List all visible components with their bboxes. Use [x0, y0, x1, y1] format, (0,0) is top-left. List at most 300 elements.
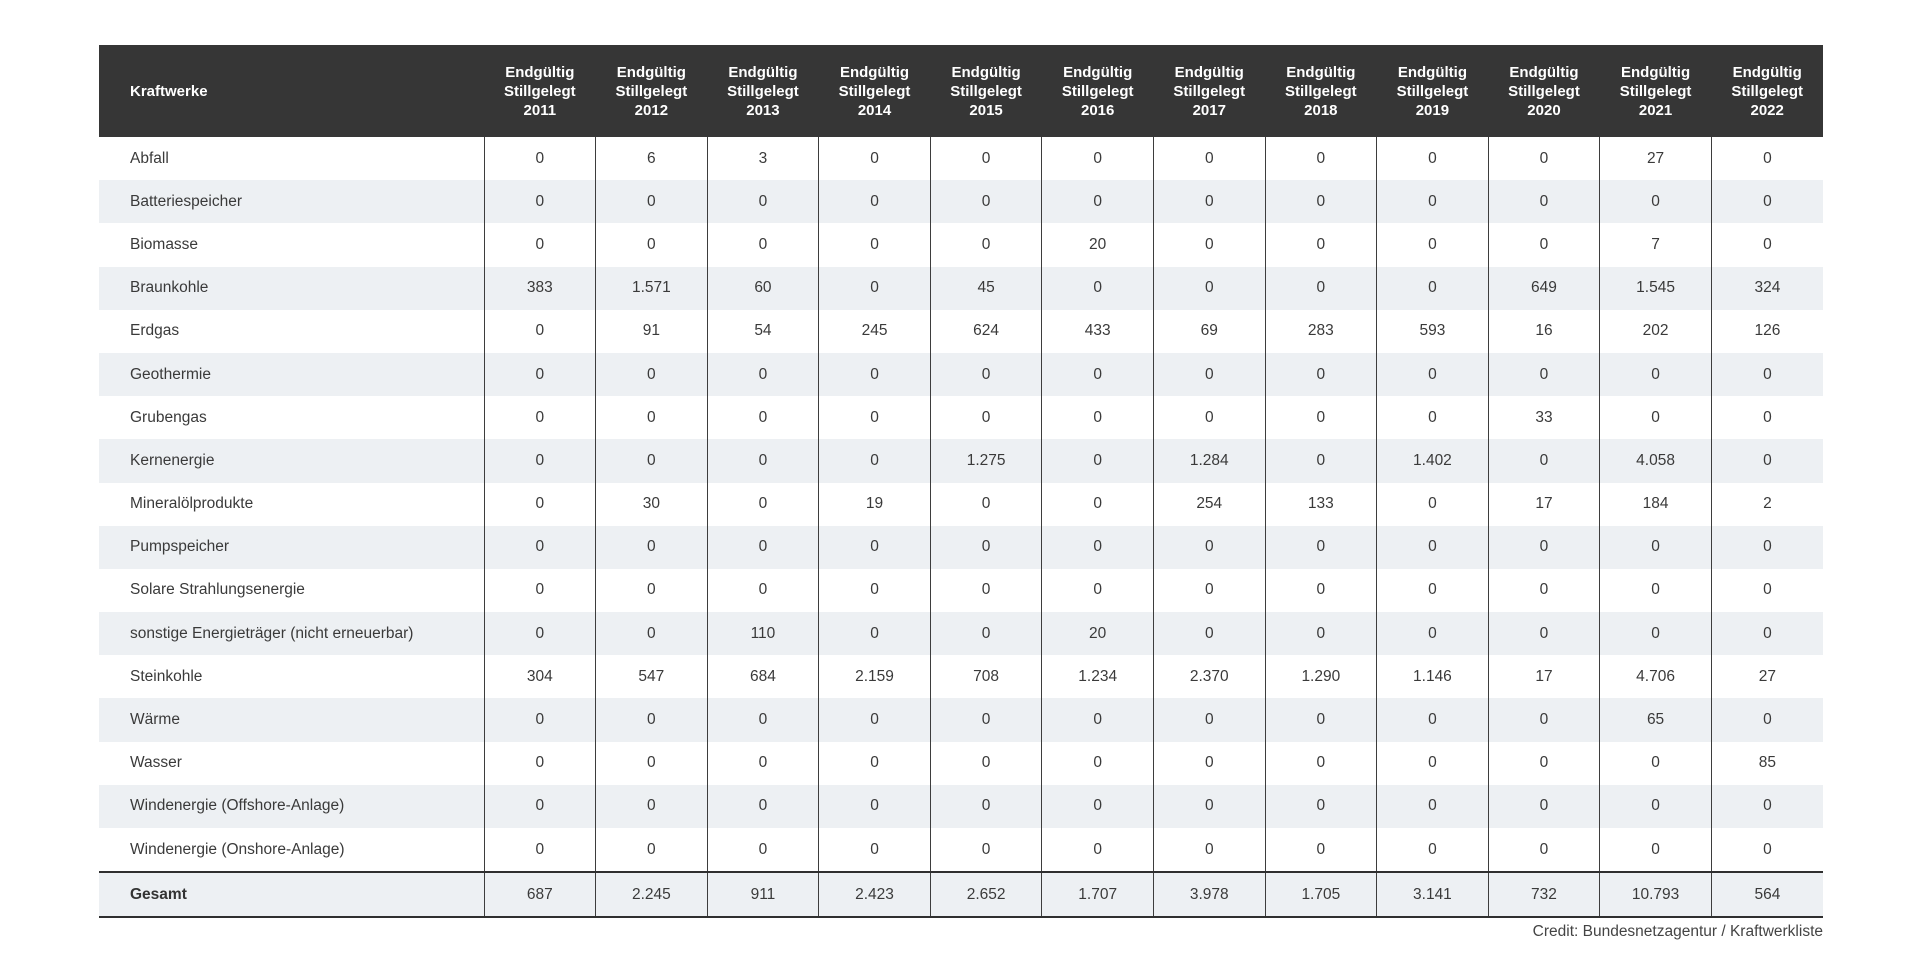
- table-cell: 0: [1488, 828, 1600, 872]
- row-label: sonstige Energieträger (nicht erneuerbar): [99, 612, 484, 655]
- table-cell: 7: [1600, 223, 1712, 266]
- table-cell: 0: [1265, 828, 1377, 872]
- table-cell: 0: [484, 612, 596, 655]
- table-cell: 0: [1153, 137, 1265, 180]
- table-cell: 0: [1265, 439, 1377, 482]
- table-cell: 85: [1711, 742, 1823, 785]
- table-cell: 0: [707, 785, 819, 828]
- column-header-line2: Stillgelegt: [838, 82, 911, 100]
- table-row: [99, 439, 1823, 482]
- table-cell: 0: [819, 137, 931, 180]
- total-row: [99, 872, 1823, 917]
- table-cell: 1.275: [930, 439, 1042, 482]
- table-cell: 0: [1265, 785, 1377, 828]
- table-cell: 0: [707, 698, 819, 741]
- table-cell: 245: [819, 310, 931, 353]
- total-cell: 1.707: [1042, 872, 1154, 917]
- table-cell: 0: [1265, 526, 1377, 569]
- table-cell: 0: [596, 353, 708, 396]
- data-table: [99, 45, 1823, 918]
- table-cell: 0: [1042, 267, 1154, 310]
- column-header-line2: Stillgelegt: [1731, 82, 1804, 100]
- table-cell: 0: [1265, 742, 1377, 785]
- column-header-5: [1042, 45, 1154, 137]
- table-cell: 0: [484, 439, 596, 482]
- column-header-8: [1377, 45, 1489, 137]
- column-header-1: [596, 45, 708, 137]
- column-header-line2: Stillgelegt: [1061, 82, 1134, 100]
- table-cell: 0: [930, 396, 1042, 439]
- table-cell: 0: [1153, 396, 1265, 439]
- table-cell: 0: [819, 612, 931, 655]
- total-cell: 2.245: [596, 872, 708, 917]
- row-label: Biomasse: [99, 223, 484, 266]
- table-cell: 0: [1600, 828, 1712, 872]
- table-cell: 0: [1377, 742, 1489, 785]
- table-row: [99, 483, 1823, 526]
- table-cell: 0: [1153, 526, 1265, 569]
- table-row: [99, 396, 1823, 439]
- table-cell: 0: [1600, 353, 1712, 396]
- column-header-year: 2012: [634, 101, 669, 119]
- table-cell: 1.545: [1600, 267, 1712, 310]
- column-header-line1: Endgültig: [1286, 63, 1356, 81]
- row-label: Braunkohle: [99, 267, 484, 310]
- table-cell: 0: [930, 483, 1042, 526]
- table-cell: 0: [596, 698, 708, 741]
- table-cell: 1.402: [1377, 439, 1489, 482]
- table-cell: 0: [1042, 742, 1154, 785]
- table-cell: 0: [596, 828, 708, 872]
- row-label: Abfall: [99, 137, 484, 180]
- total-cell: 2.652: [930, 872, 1042, 917]
- table-cell: 0: [819, 785, 931, 828]
- table-cell: 0: [1377, 785, 1489, 828]
- table-cell: 0: [1153, 742, 1265, 785]
- column-header-6: [1153, 45, 1265, 137]
- credit-text: Credit: Bundesnetzagentur / Kraftwerkliste: [1532, 923, 1823, 940]
- total-cell: 3.978: [1153, 872, 1265, 917]
- table-cell: 0: [1153, 267, 1265, 310]
- table-row: [99, 223, 1823, 266]
- table-cell: 0: [1265, 569, 1377, 612]
- table-cell: 0: [1711, 180, 1823, 223]
- table-cell: 0: [930, 180, 1042, 223]
- table-cell: 91: [596, 310, 708, 353]
- row-label: Grubengas: [99, 396, 484, 439]
- table-cell: 593: [1377, 310, 1489, 353]
- column-header-line2: Stillgelegt: [1619, 82, 1692, 100]
- column-header-9: [1488, 45, 1600, 137]
- column-header-line2: Stillgelegt: [1508, 82, 1580, 100]
- row-label: Wärme: [99, 698, 484, 741]
- table-cell: 2: [1711, 483, 1823, 526]
- table-row: [99, 137, 1823, 180]
- table-cell: 1.290: [1265, 655, 1377, 698]
- table-cell: 0: [819, 698, 931, 741]
- table-cell: 33: [1488, 396, 1600, 439]
- column-header-year: 2015: [969, 101, 1003, 119]
- column-header-line1: Endgültig: [1509, 63, 1579, 81]
- column-header-year: 2020: [1527, 101, 1561, 119]
- column-header-line1: Endgültig: [839, 63, 910, 81]
- table-cell: 0: [1488, 353, 1600, 396]
- table-cell: 0: [484, 526, 596, 569]
- column-header-line1: Endgültig: [1063, 63, 1133, 81]
- table-cell: 0: [484, 223, 596, 266]
- table-cell: 624: [930, 310, 1042, 353]
- row-label: Solare Strahlungsenergie: [99, 569, 484, 612]
- table-cell: 45: [930, 267, 1042, 310]
- table-cell: 0: [1488, 742, 1600, 785]
- table-cell: 0: [1042, 785, 1154, 828]
- table-cell: 0: [1265, 353, 1377, 396]
- table-cell: 184: [1600, 483, 1712, 526]
- table-cell: 27: [1711, 655, 1823, 698]
- table-cell: 1.284: [1153, 439, 1265, 482]
- table-cell: 1.571: [596, 267, 708, 310]
- column-header-line2: Stillgelegt: [1284, 82, 1357, 100]
- table-cell: 27: [1600, 137, 1712, 180]
- table-cell: 0: [819, 742, 931, 785]
- table-cell: 0: [930, 698, 1042, 741]
- column-header-line2: Stillgelegt: [615, 82, 688, 100]
- table-cell: 0: [1488, 785, 1600, 828]
- table-cell: 0: [1600, 180, 1712, 223]
- table-cell: 0: [819, 396, 931, 439]
- table-cell: 0: [596, 785, 708, 828]
- table-cell: 0: [1153, 569, 1265, 612]
- table-row: [99, 180, 1823, 223]
- table-cell: 0: [1377, 483, 1489, 526]
- row-label: Steinkohle: [99, 655, 484, 698]
- table-cell: 0: [819, 526, 931, 569]
- table-cell: 0: [1600, 612, 1712, 655]
- table-cell: 0: [1265, 698, 1377, 741]
- column-header-year: 2021: [1638, 101, 1673, 119]
- table-cell: 4.706: [1600, 655, 1712, 698]
- table-cell: 0: [1377, 223, 1489, 266]
- table-cell: 0: [1488, 180, 1600, 223]
- table-cell: 0: [1711, 612, 1823, 655]
- column-header-line2: Stillgelegt: [1396, 82, 1469, 100]
- table-cell: 0: [819, 439, 931, 482]
- table-cell: 0: [930, 353, 1042, 396]
- row-label: Wasser: [99, 742, 484, 785]
- table-cell: 0: [484, 569, 596, 612]
- table-cell: 0: [1711, 698, 1823, 741]
- table-cell: 0: [930, 223, 1042, 266]
- table-cell: 60: [707, 267, 819, 310]
- column-header-year: 2018: [1304, 101, 1338, 119]
- total-cell: 10.793: [1600, 872, 1712, 917]
- table-cell: 0: [1153, 612, 1265, 655]
- table-cell: 0: [1711, 569, 1823, 612]
- table-cell: 0: [819, 828, 931, 872]
- table-cell: 0: [930, 569, 1042, 612]
- table-cell: 16: [1488, 310, 1600, 353]
- table-cell: 547: [596, 655, 708, 698]
- column-header-year: 2017: [1192, 101, 1226, 119]
- total-label: Gesamt: [99, 872, 484, 917]
- table-cell: 0: [930, 526, 1042, 569]
- table-cell: 0: [1377, 267, 1489, 310]
- table-body: [99, 137, 1823, 872]
- table-cell: 0: [1042, 483, 1154, 526]
- table-cell: 0: [1265, 396, 1377, 439]
- table-cell: 0: [707, 526, 819, 569]
- table-cell: 0: [1377, 698, 1489, 741]
- column-header-year: 2016: [1080, 101, 1115, 119]
- column-header-11: [1711, 45, 1823, 137]
- table-cell: 0: [1265, 267, 1377, 310]
- table-cell: 17: [1488, 483, 1600, 526]
- table-cell: 0: [1153, 785, 1265, 828]
- table-cell: 0: [1711, 223, 1823, 266]
- table-cell: 0: [596, 439, 708, 482]
- row-label: Windenergie (Offshore-Anlage): [99, 785, 484, 828]
- table-cell: 0: [819, 569, 931, 612]
- table-cell: 0: [596, 396, 708, 439]
- column-header-year: 2022: [1750, 101, 1784, 119]
- total-cell: 911: [707, 872, 819, 917]
- column-header-year: 2019: [1415, 101, 1450, 119]
- table-cell: 304: [484, 655, 596, 698]
- table-cell: 0: [707, 483, 819, 526]
- table-cell: 0: [484, 785, 596, 828]
- table-cell: 0: [930, 828, 1042, 872]
- table-cell: 0: [1600, 742, 1712, 785]
- table-cell: 20: [1042, 612, 1154, 655]
- table-cell: 0: [1042, 353, 1154, 396]
- table-cell: 0: [1265, 612, 1377, 655]
- table-cell: 0: [1042, 396, 1154, 439]
- table-cell: 0: [707, 742, 819, 785]
- column-header-year: 2014: [857, 101, 892, 119]
- table-cell: 649: [1488, 267, 1600, 310]
- table-cell: 0: [596, 612, 708, 655]
- column-header-line1: Endgültig: [1620, 63, 1691, 81]
- table-cell: 0: [819, 180, 931, 223]
- table-cell: 0: [1711, 353, 1823, 396]
- table-cell: 0: [819, 353, 931, 396]
- table-cell: 0: [1265, 223, 1377, 266]
- table-cell: 433: [1042, 310, 1154, 353]
- table-row: [99, 353, 1823, 396]
- total-cell: 2.423: [819, 872, 931, 917]
- table-cell: 0: [1042, 137, 1154, 180]
- table-cell: 1.234: [1042, 655, 1154, 698]
- table-cell: 0: [1153, 828, 1265, 872]
- table-cell: 0: [1377, 396, 1489, 439]
- column-header-line1: Endgültig: [505, 63, 575, 81]
- table-cell: 708: [930, 655, 1042, 698]
- table-cell: 1.146: [1377, 655, 1489, 698]
- row-label: Geothermie: [99, 353, 484, 396]
- table-cell: 0: [596, 569, 708, 612]
- row-label: Batteriespeicher: [99, 180, 484, 223]
- table-cell: 0: [819, 267, 931, 310]
- table-cell: 65: [1600, 698, 1712, 741]
- column-header-7: [1265, 45, 1377, 137]
- table-cell: 2.159: [819, 655, 931, 698]
- table-cell: 0: [1377, 353, 1489, 396]
- table-cell: 254: [1153, 483, 1265, 526]
- column-header-line2: Stillgelegt: [727, 82, 799, 100]
- table-cell: 0: [1711, 828, 1823, 872]
- table-cell: 17: [1488, 655, 1600, 698]
- table-cell: 0: [596, 742, 708, 785]
- table-cell: 324: [1711, 267, 1823, 310]
- power-plant-shutdown-table: [99, 45, 1823, 918]
- table-cell: 0: [1153, 180, 1265, 223]
- table-cell: 0: [1042, 180, 1154, 223]
- table-cell: 0: [1042, 569, 1154, 612]
- table-cell: 6: [596, 137, 708, 180]
- column-header-4: [930, 45, 1042, 137]
- table-cell: 0: [1600, 526, 1712, 569]
- table-cell: 684: [707, 655, 819, 698]
- table-cell: 0: [707, 569, 819, 612]
- column-header-line2: Stillgelegt: [1173, 82, 1246, 100]
- row-label: Mineralölprodukte: [99, 483, 484, 526]
- table-cell: 202: [1600, 310, 1712, 353]
- table-cell: 0: [1488, 439, 1600, 482]
- table-cell: 0: [1265, 137, 1377, 180]
- column-header-line2: Stillgelegt: [950, 82, 1022, 100]
- table-cell: 126: [1711, 310, 1823, 353]
- table-cell: 0: [930, 742, 1042, 785]
- table-cell: 0: [484, 396, 596, 439]
- row-label: Kernenergie: [99, 439, 484, 482]
- table-cell: 0: [1377, 569, 1489, 612]
- table-row: [99, 828, 1823, 872]
- table-cell: 0: [484, 742, 596, 785]
- table-cell: 0: [1488, 612, 1600, 655]
- table-cell: 19: [819, 483, 931, 526]
- table-row: [99, 569, 1823, 612]
- table-row: [99, 526, 1823, 569]
- table-cell: 0: [819, 223, 931, 266]
- table-cell: 0: [1042, 439, 1154, 482]
- table-cell: 0: [1711, 439, 1823, 482]
- table-cell: 0: [1042, 526, 1154, 569]
- column-header-3: [819, 45, 931, 137]
- table-cell: 0: [1153, 223, 1265, 266]
- table-cell: 0: [1377, 526, 1489, 569]
- table-cell: 0: [1377, 137, 1489, 180]
- total-cell: 732: [1488, 872, 1600, 917]
- column-header-line2: Stillgelegt: [503, 82, 576, 100]
- table-cell: 0: [1377, 180, 1489, 223]
- table-cell: 0: [1488, 223, 1600, 266]
- table-cell: 0: [1488, 698, 1600, 741]
- column-header-year: 2013: [746, 101, 780, 119]
- row-label: Windenergie (Onshore-Anlage): [99, 828, 484, 872]
- table-cell: 0: [484, 353, 596, 396]
- table-row: [99, 655, 1823, 698]
- table-cell: 0: [930, 612, 1042, 655]
- table-cell: 0: [1600, 785, 1712, 828]
- row-label: Pumpspeicher: [99, 526, 484, 569]
- table-cell: 0: [707, 353, 819, 396]
- row-label: Erdgas: [99, 310, 484, 353]
- table-row: [99, 698, 1823, 741]
- table-cell: 0: [1488, 526, 1600, 569]
- table-cell: 0: [484, 137, 596, 180]
- table-cell: 0: [707, 439, 819, 482]
- column-header-line1: Endgültig: [1397, 63, 1467, 81]
- table-cell: 0: [1488, 137, 1600, 180]
- total-cell: 3.141: [1377, 872, 1489, 917]
- total-cell: 687: [484, 872, 596, 917]
- table-cell: 383: [484, 267, 596, 310]
- table-row: [99, 785, 1823, 828]
- table-cell: 0: [1711, 526, 1823, 569]
- column-header-0: [484, 45, 596, 137]
- table-cell: 0: [484, 828, 596, 872]
- table-row: [99, 267, 1823, 310]
- total-cell: 564: [1711, 872, 1823, 917]
- table-cell: 30: [596, 483, 708, 526]
- table-cell: 0: [1042, 828, 1154, 872]
- table-cell: 0: [707, 396, 819, 439]
- column-header-line1: Endgültig: [728, 63, 798, 81]
- column-header-line1: Endgültig: [1174, 63, 1244, 81]
- table-cell: 0: [1042, 698, 1154, 741]
- column-header-year: 2011: [523, 101, 557, 119]
- row-header-cell: Kraftwerke: [99, 45, 484, 137]
- table-cell: 0: [1711, 396, 1823, 439]
- table-cell: 0: [707, 180, 819, 223]
- table-cell: 283: [1265, 310, 1377, 353]
- table-cell: 0: [596, 526, 708, 569]
- table-cell: 2.370: [1153, 655, 1265, 698]
- table-cell: 0: [1265, 180, 1377, 223]
- table-cell: 0: [930, 137, 1042, 180]
- table-cell: 0: [707, 223, 819, 266]
- table-cell: 0: [1711, 785, 1823, 828]
- column-header-line1: Endgültig: [1732, 63, 1802, 81]
- table-row: [99, 310, 1823, 353]
- table-cell: 0: [484, 698, 596, 741]
- table-cell: 20: [1042, 223, 1154, 266]
- table-cell: 0: [707, 828, 819, 872]
- table-cell: 133: [1265, 483, 1377, 526]
- column-header-10: [1600, 45, 1712, 137]
- table-cell: 4.058: [1600, 439, 1712, 482]
- table-cell: 0: [484, 310, 596, 353]
- table-cell: 69: [1153, 310, 1265, 353]
- table-cell: 0: [1153, 353, 1265, 396]
- column-header-2: [707, 45, 819, 137]
- table-cell: 0: [1600, 569, 1712, 612]
- table-row: [99, 742, 1823, 785]
- table-cell: 0: [1600, 396, 1712, 439]
- total-cell: 1.705: [1265, 872, 1377, 917]
- table-cell: 110: [707, 612, 819, 655]
- table-row: [99, 612, 1823, 655]
- table-cell: 0: [1711, 137, 1823, 180]
- table-cell: 0: [1377, 612, 1489, 655]
- column-header-line1: Endgültig: [616, 63, 686, 81]
- header-row: [99, 45, 1823, 137]
- table-cell: 54: [707, 310, 819, 353]
- table-cell: 0: [1153, 698, 1265, 741]
- table-cell: 0: [596, 180, 708, 223]
- table-cell: 3: [707, 137, 819, 180]
- table-cell: 0: [484, 180, 596, 223]
